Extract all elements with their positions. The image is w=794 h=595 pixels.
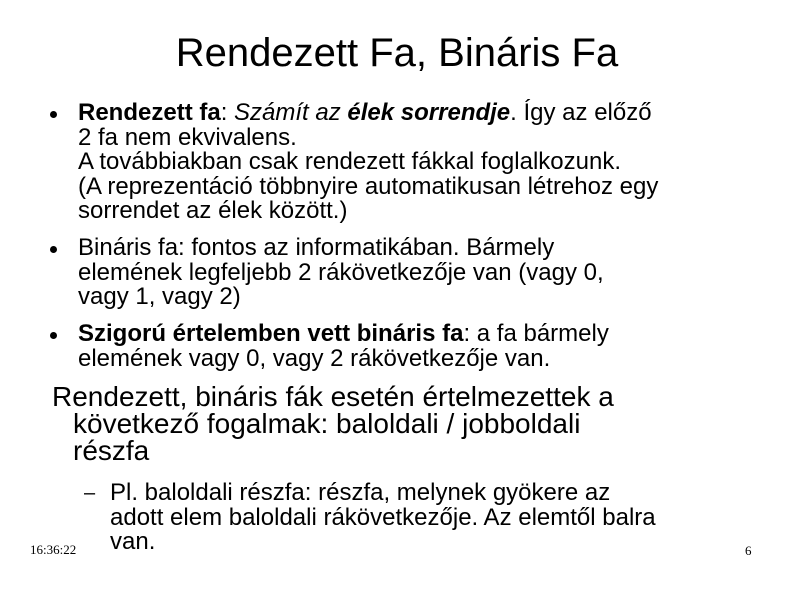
sub-line: adott elem baloldali rákövetkezője. Az elemtől balra (110, 503, 656, 531)
main-paragraph (52, 383, 752, 464)
sub-line: van. (110, 528, 156, 555)
paragraph-line: Rendezett, bináris fák esetén értelmezettek a (52, 381, 614, 412)
bullet-dot-icon (50, 111, 57, 118)
page-number: 6 (745, 543, 752, 558)
footer-time: 16:36:22 (30, 542, 77, 557)
bullet-line: sorrendet az élek között.) (78, 197, 348, 224)
bullet-line: elemének legfeljebb 2 rákövetkezője van (vagy 0, (78, 258, 604, 286)
bullet-line (78, 322, 768, 347)
term-ordered-tree: Rendezett fa (78, 99, 221, 126)
bullet-line: elemének vagy 0, vagy 2 rákövetkezője van. (78, 344, 551, 372)
slide-title: Rendezett Fa, Bináris Fa (175, 31, 619, 75)
separator: : (220, 99, 235, 126)
line-rest: . Így az előző (510, 99, 652, 126)
paragraph-line: részfa (73, 435, 150, 466)
sub-item-left-subtree (84, 479, 770, 555)
bullet-item-strict-binary-tree (78, 322, 768, 371)
bullet-dot-icon (50, 332, 57, 339)
dash-bullet-icon: – (84, 482, 96, 504)
paragraph-line: következő fogalmak: baloldali / jobboldali (73, 408, 581, 439)
bullet-line (78, 101, 768, 126)
line-rest: : a fa bármely (463, 320, 609, 347)
bullet-line: Bináris fa: fontos az informatikában. Bármely (78, 234, 555, 261)
bullet-line: (A reprezentáció többnyire automatikusan létrehoz egy (78, 172, 659, 200)
italic-lead: Számít az (234, 99, 348, 126)
bullet-line: vagy 1, vagy 2) (78, 283, 241, 310)
bullet-line: A továbbiakban csak rendezett fákkal foglalkozunk. (78, 148, 621, 175)
bullet-item-ordered-tree (78, 101, 768, 224)
bold-phrase: élek sorrendje (347, 99, 511, 126)
sub-line: Pl. baloldali részfa: részfa, melynek gyökere az (110, 479, 611, 506)
term-strict-binary-tree: Szigorú értelemben vett bináris fa (78, 320, 464, 347)
bullet-line: 2 fa nem ekvivalens. (78, 123, 297, 151)
bullet-item-binary-tree (78, 236, 768, 310)
bullet-dot-icon (50, 246, 57, 253)
